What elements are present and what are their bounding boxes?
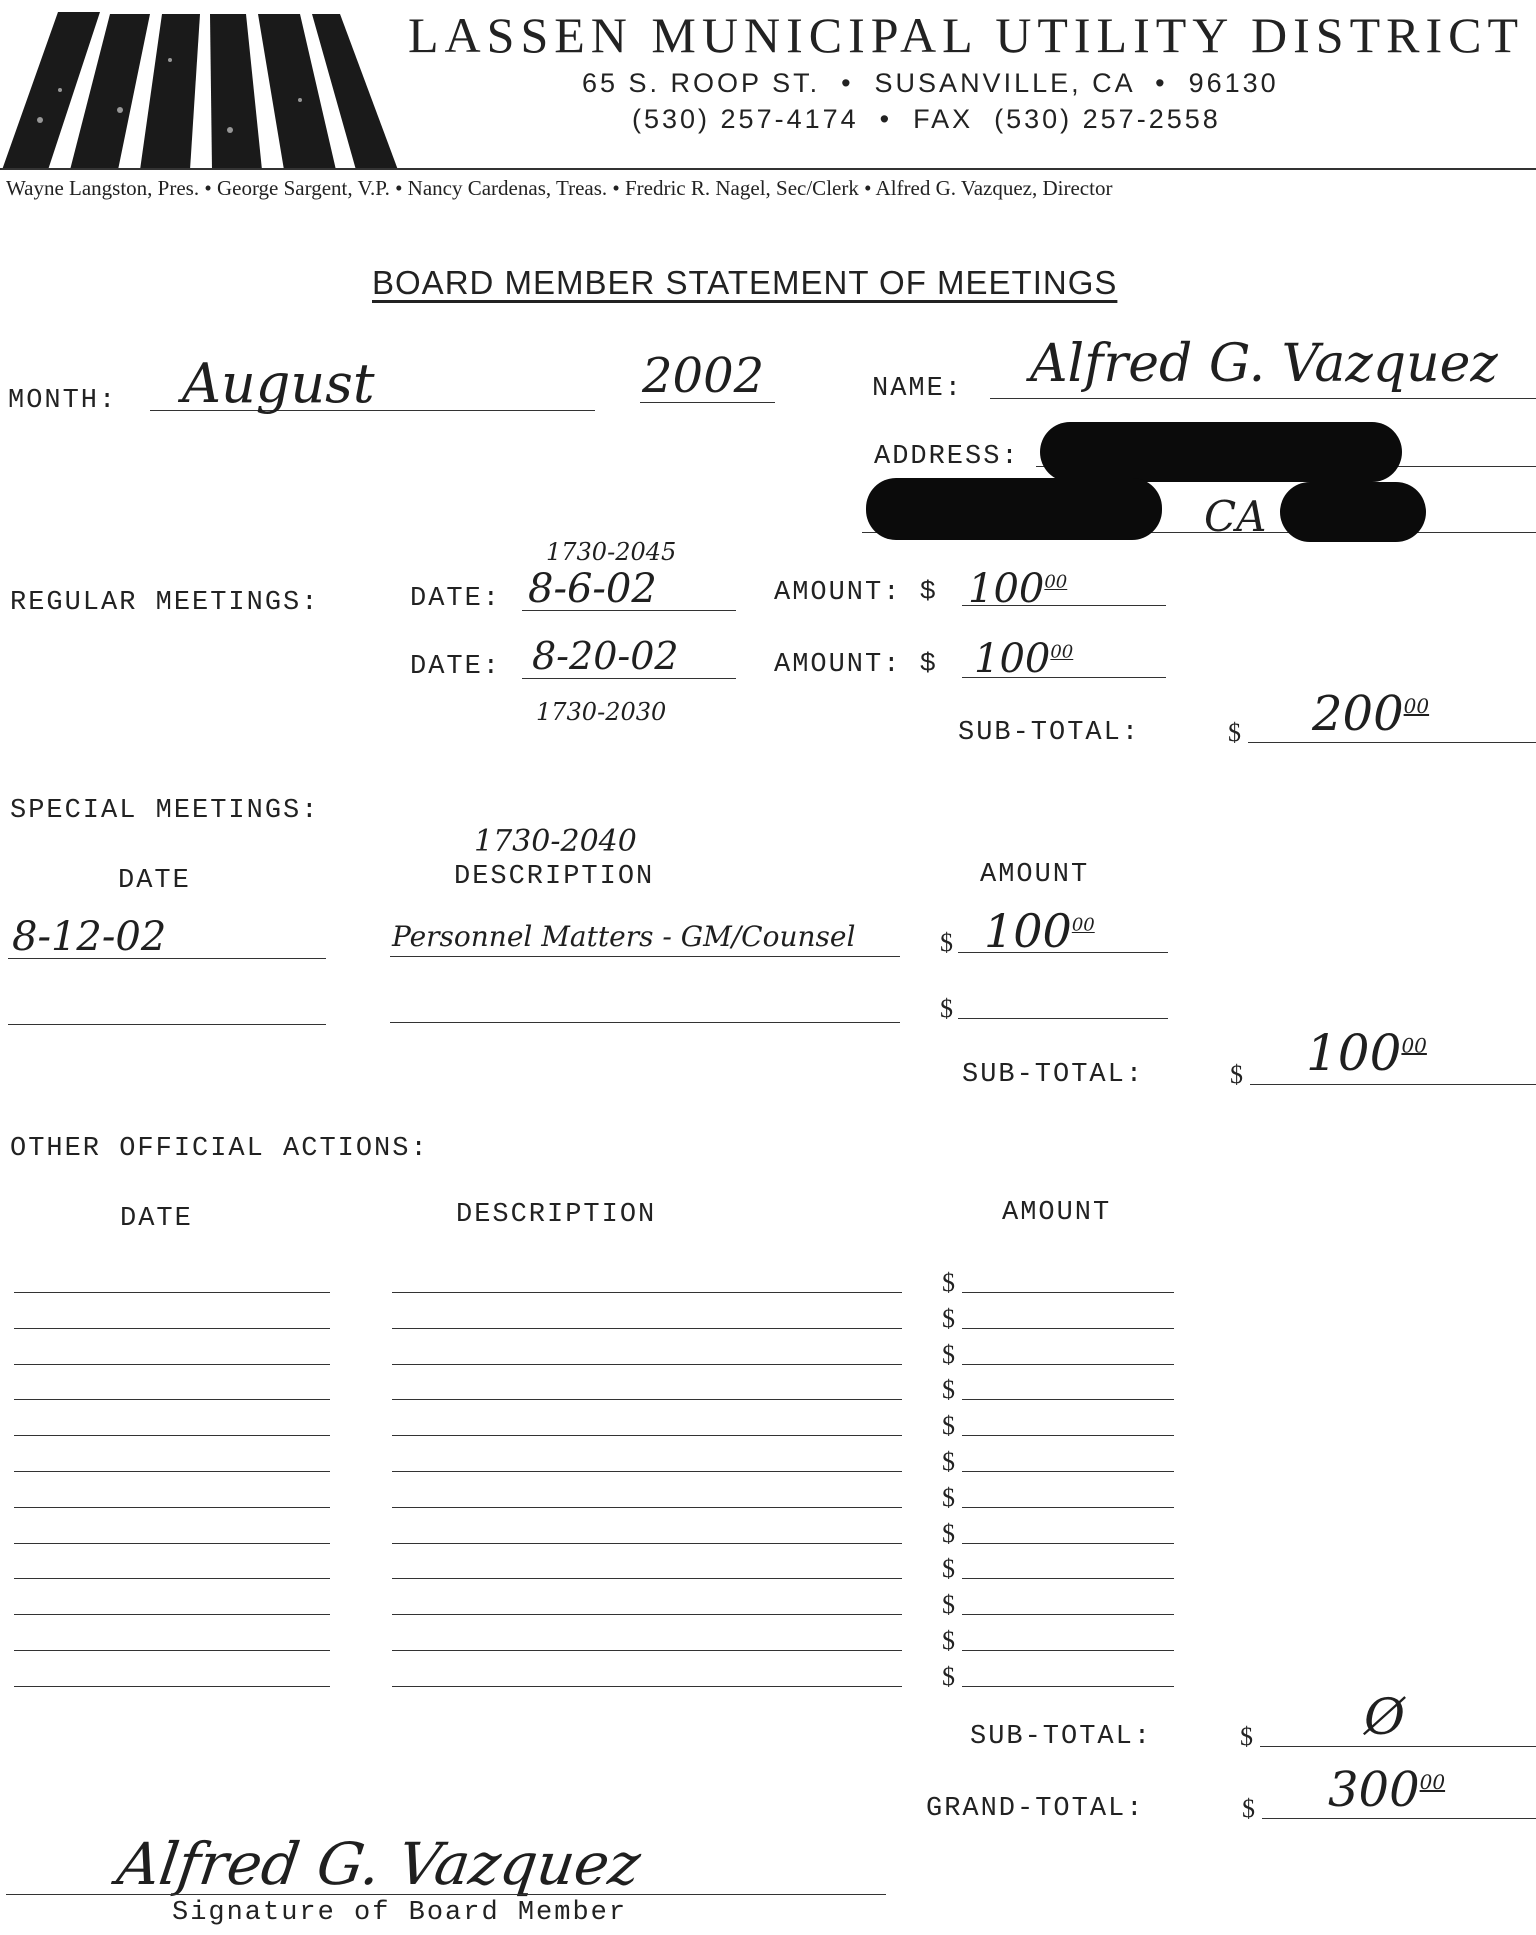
grand-total-label: GRAND-TOTAL:: [926, 1794, 1145, 1824]
special-meetings-label: SPECIAL MEETINGS:: [10, 796, 320, 826]
special-row-1-desc-line: [390, 956, 900, 957]
regular-meeting-1-amount[interactable]: $100^{00}$: [968, 566, 1068, 612]
cents-mark: 00: [1071, 914, 1095, 936]
other-row-dollar: $: [942, 1375, 955, 1404]
other-row-amount-line: [962, 1507, 1174, 1508]
cents-mark: 00: [1050, 641, 1074, 663]
address-state[interactable]: CA: [1204, 492, 1267, 541]
other-row-amount-line: [962, 1543, 1174, 1544]
other-col-date: DATE: [120, 1204, 193, 1234]
grand-total-dollar: $: [1242, 1794, 1255, 1823]
other-row-dollar: $: [942, 1590, 955, 1619]
other-col-amount: AMOUNT: [1002, 1198, 1112, 1228]
letterhead-rule: [0, 168, 1536, 170]
other-row-dollar: $: [942, 1554, 955, 1583]
special-subtotal-label: SUB-TOTAL:: [962, 1060, 1145, 1090]
regular-subtotal-label: SUB-TOTAL:: [958, 718, 1141, 748]
regular-meeting-2-time-note: 1730-2030: [536, 698, 667, 726]
other-col-description: DESCRIPTION: [456, 1200, 657, 1230]
other-row-amount-line: [962, 1292, 1174, 1293]
special-col-description: DESCRIPTION: [454, 862, 655, 892]
other-subtotal-line: [1260, 1746, 1536, 1747]
regular-subtotal-dollar: $: [1228, 718, 1241, 747]
month-label: MONTH:: [8, 386, 118, 416]
other-row-dollar: $: [942, 1268, 955, 1297]
month-value[interactable]: August: [182, 352, 375, 415]
grand-total-value[interactable]: $300^{00}$: [1328, 1762, 1446, 1818]
other-row-date-line: [14, 1650, 330, 1651]
redacted-address-3: [1280, 482, 1426, 542]
other-row-date-line: [14, 1543, 330, 1544]
other-row-amount-line: [962, 1364, 1174, 1365]
signature-caption: Signature of Board Member: [172, 1898, 628, 1928]
other-row-description-line: [392, 1650, 902, 1651]
year-value[interactable]: 2002: [642, 348, 765, 404]
regular-meeting-2-amount-label: AMOUNT: $: [774, 650, 938, 680]
district-logo: [0, 0, 400, 172]
other-row-description-line: [392, 1435, 902, 1436]
other-row-amount-line: [962, 1328, 1174, 1329]
other-row-date-line: [14, 1686, 330, 1687]
regular-subtotal-line: [1248, 742, 1536, 743]
other-row-dollar: $: [942, 1519, 955, 1548]
special-subtotal-value[interactable]: $100^{00}$: [1306, 1024, 1427, 1082]
special-col-amount: AMOUNT: [980, 860, 1090, 890]
special-col-date: DATE: [118, 866, 191, 896]
cents-mark: 00: [1401, 1033, 1427, 1058]
other-row-amount-line: [962, 1471, 1174, 1472]
regular-meeting-1-date-label: DATE:: [410, 584, 502, 614]
other-row-amount-line: [962, 1614, 1174, 1615]
cents-mark: 00: [1403, 694, 1430, 718]
special-row-2-amount-line: [958, 1018, 1168, 1019]
other-row-amount-line: [962, 1399, 1174, 1400]
board-member-signature[interactable]: Alfred G. Vazquez: [113, 1830, 645, 1898]
other-row-date-line: [14, 1507, 330, 1508]
other-row-description-line: [392, 1543, 902, 1544]
other-row-amount-line: [962, 1435, 1174, 1436]
name-value[interactable]: Alfred G. Vazquez: [1030, 334, 1498, 394]
other-row-date-line: [14, 1292, 330, 1293]
regular-meeting-1-date[interactable]: 8-6-02: [528, 566, 657, 612]
other-row-date-line: [14, 1364, 330, 1365]
other-subtotal-label: SUB-TOTAL:: [970, 1722, 1153, 1752]
other-row-description-line: [392, 1471, 902, 1472]
special-row-2-dollar: $: [940, 994, 953, 1023]
other-row-dollar: $: [942, 1340, 955, 1369]
other-row-amount-line: [962, 1578, 1174, 1579]
other-row-amount-line: [962, 1650, 1174, 1651]
other-row-amount-line: [962, 1686, 1174, 1687]
other-subtotal-dollar: $: [1240, 1722, 1253, 1751]
officers-list: Wayne Langston, Pres. • George Sargent, V.P. • Nancy Cardenas, Treas. • Fredric R. Nagel, Sec/Clerk • Alfred G. Vazquez, Director: [6, 176, 1113, 200]
other-row-date-line: [14, 1435, 330, 1436]
other-row-dollar: $: [942, 1662, 955, 1691]
special-row-2-desc-line: [390, 1022, 900, 1023]
cents-mark: 00: [1044, 571, 1068, 593]
regular-subtotal-value[interactable]: $200^{00}$: [1312, 686, 1430, 742]
name-label: NAME:: [872, 374, 964, 404]
organization-name: LASSEN MUNICIPAL UTILITY DISTRICT: [408, 7, 1525, 63]
other-row-description-line: [392, 1614, 902, 1615]
grand-total-line: [1262, 1818, 1536, 1819]
special-row-1-description[interactable]: Personnel Matters - GM/Counsel: [392, 920, 856, 953]
redacted-address-1: [1040, 422, 1402, 482]
form-title: BOARD MEMBER STATEMENT OF MEETINGS: [372, 264, 1118, 301]
organization-phone: (530) 257-4174 • FAX (530) 257-2558: [632, 104, 1221, 134]
special-subtotal-dollar: $: [1230, 1060, 1243, 1089]
signature-line: [6, 1894, 886, 1895]
other-subtotal-value[interactable]: Ø: [1364, 1688, 1405, 1746]
regular-meeting-1-time-note: 1730-2045: [546, 538, 677, 566]
special-row-1-dollar: $: [940, 928, 953, 957]
other-row-description-line: [392, 1364, 902, 1365]
other-row-dollar: $: [942, 1411, 955, 1440]
name-field-line: [990, 398, 1536, 399]
special-row-2-date-line: [8, 1024, 326, 1025]
regular-meeting-2-date-label: DATE:: [410, 652, 502, 682]
regular-meeting-1-amount-label: AMOUNT: $: [774, 578, 938, 608]
other-row-dollar: $: [942, 1447, 955, 1476]
redacted-address-2: [866, 478, 1162, 540]
regular-meeting-2-date[interactable]: 8-20-02: [532, 634, 679, 678]
other-row-date-line: [14, 1399, 330, 1400]
regular-meetings-label: REGULAR MEETINGS:: [10, 588, 320, 618]
other-row-date-line: [14, 1578, 330, 1579]
other-row-dollar: $: [942, 1483, 955, 1512]
special-time-note: 1730-2040: [474, 824, 637, 859]
other-row-date-line: [14, 1471, 330, 1472]
other-row-description-line: [392, 1328, 902, 1329]
special-row-1-amount[interactable]: $100^{00}$: [984, 904, 1095, 958]
other-row-description-line: [392, 1292, 902, 1293]
other-row-date-line: [14, 1328, 330, 1329]
other-row-description-line: [392, 1686, 902, 1687]
regular-meeting-2-date-line: [522, 678, 736, 679]
other-row-date-line: [14, 1614, 330, 1615]
other-actions-label: OTHER OFFICIAL ACTIONS:: [10, 1134, 429, 1164]
address-label: ADDRESS:: [874, 442, 1020, 472]
cents-mark: 00: [1419, 1770, 1446, 1794]
other-row-dollar: $: [942, 1626, 955, 1655]
other-row-description-line: [392, 1507, 902, 1508]
special-subtotal-line: [1250, 1084, 1536, 1085]
other-row-description-line: [392, 1578, 902, 1579]
organization-address: 65 S. ROOP ST. • SUSANVILLE, CA • 96130: [582, 68, 1279, 98]
special-row-1-date[interactable]: 8-12-02: [12, 914, 167, 960]
other-row-dollar: $: [942, 1304, 955, 1333]
regular-meeting-2-amount[interactable]: $100^{00}$: [974, 636, 1074, 682]
other-row-description-line: [392, 1399, 902, 1400]
